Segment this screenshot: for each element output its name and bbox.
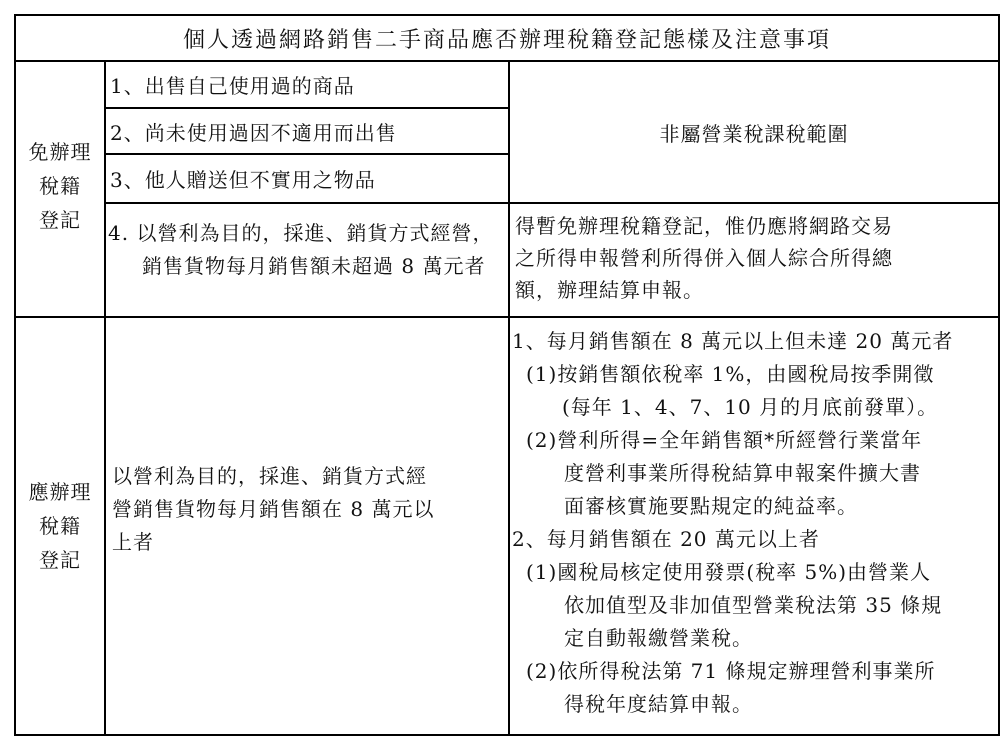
note-1-heading: 1、每月銷售額在 8 萬元以上但未達 20 萬元者: [512, 329, 954, 353]
exempt-label: [16, 128, 104, 244]
table-title-text: 個人透過網路銷售二手商品應否辦理稅籍登記態樣及注意事項: [182, 27, 831, 53]
exempt-item-4-line-2: 銷售貨物每月銷售額未超過 8 萬元者: [142, 254, 486, 278]
required-condition-line-2: 營銷售貨物每月銷售額在 8 萬元以: [112, 497, 435, 521]
table-border-bottom: [14, 734, 1000, 736]
exempt-item-3: [110, 155, 506, 202]
exempt-item-4-note-line-2: 之所得申報營利所得併入個人綜合所得總: [515, 246, 893, 270]
exempt-label-line-3: 登記: [39, 208, 81, 232]
exempt-label-line-2: 稅籍: [39, 174, 81, 198]
exempt-item-2: [110, 109, 506, 153]
required-label-line-2: 稅籍: [39, 514, 81, 538]
exempt-item-1-text: 1、出售自己使用過的商品: [110, 74, 355, 98]
required-label: [16, 468, 104, 584]
exempt-item-4-line-1: 4. 以營利為目的，採進、銷貨方式經營，: [108, 221, 494, 245]
col-divider-1: [104, 60, 106, 736]
note-2-1-cont-2: 定自動報繳營業稅。: [564, 626, 753, 650]
required-condition-line-3: 上者: [112, 530, 154, 554]
exempt-item-4-note-line-1: 得暫免辦理稅籍登記，惟仍應將網路交易: [515, 214, 893, 238]
required-condition: [112, 460, 506, 570]
row-divider-3: [104, 202, 1000, 204]
exempt-item-2-text: 2、尚未使用過因不適用而出售: [110, 120, 397, 145]
exempt-item-3-text: 3、他人贈送但不實用之物品: [110, 168, 376, 192]
note-1-2: (2)營利所得=全年銷售額*所經營行業當年: [526, 428, 923, 452]
required-notes: [512, 325, 998, 733]
note-1-1-cont: (每年 1、4、7、10 月的月底前發單）。: [562, 395, 939, 419]
note-1-1: (1)按銷售額依稅率 1%，由國稅局按季開徵: [526, 362, 935, 386]
required-label-line-3: 登記: [39, 548, 81, 572]
exempt-item-4: [108, 217, 506, 316]
section-divider: [14, 316, 1000, 318]
note-1-2-cont-2: 面審核實施要點規定的純益率。: [564, 494, 858, 518]
exempt-items-note: [510, 62, 998, 202]
required-label-line-1: 應辦理: [28, 480, 92, 504]
note-2-2: (2)依所得稅法第 71 條規定辦理營利事業所: [526, 659, 936, 683]
required-condition-line-1: 以營利為目的，採進、銷貨方式經: [112, 464, 427, 488]
exempt-item-4-note: [515, 210, 998, 314]
note-1-2-cont-1: 度營利事業所得稅結算申報案件擴大書: [564, 461, 921, 485]
table-border-left: [14, 14, 16, 736]
exempt-items-note-text: 非屬營業稅課稅範圍: [659, 121, 849, 146]
exempt-item-1: [110, 62, 506, 107]
table-title: [16, 16, 998, 60]
table-border-right: [998, 14, 1000, 736]
note-2-2-cont: 得稅年度結算申報。: [564, 692, 753, 716]
note-2-1-cont-1: 依加值型及非加值型營業稅法第 35 條規: [564, 593, 943, 617]
note-2-heading: 2、每月銷售額在 20 萬元以上者: [512, 527, 820, 551]
exempt-item-4-note-line-3: 額，辦理結算申報。: [515, 278, 704, 302]
note-2-1: (1)國稅局核定使用發票(稅率 5%)由營業人: [526, 560, 932, 584]
exempt-label-line-1: 免辦理: [28, 140, 92, 164]
